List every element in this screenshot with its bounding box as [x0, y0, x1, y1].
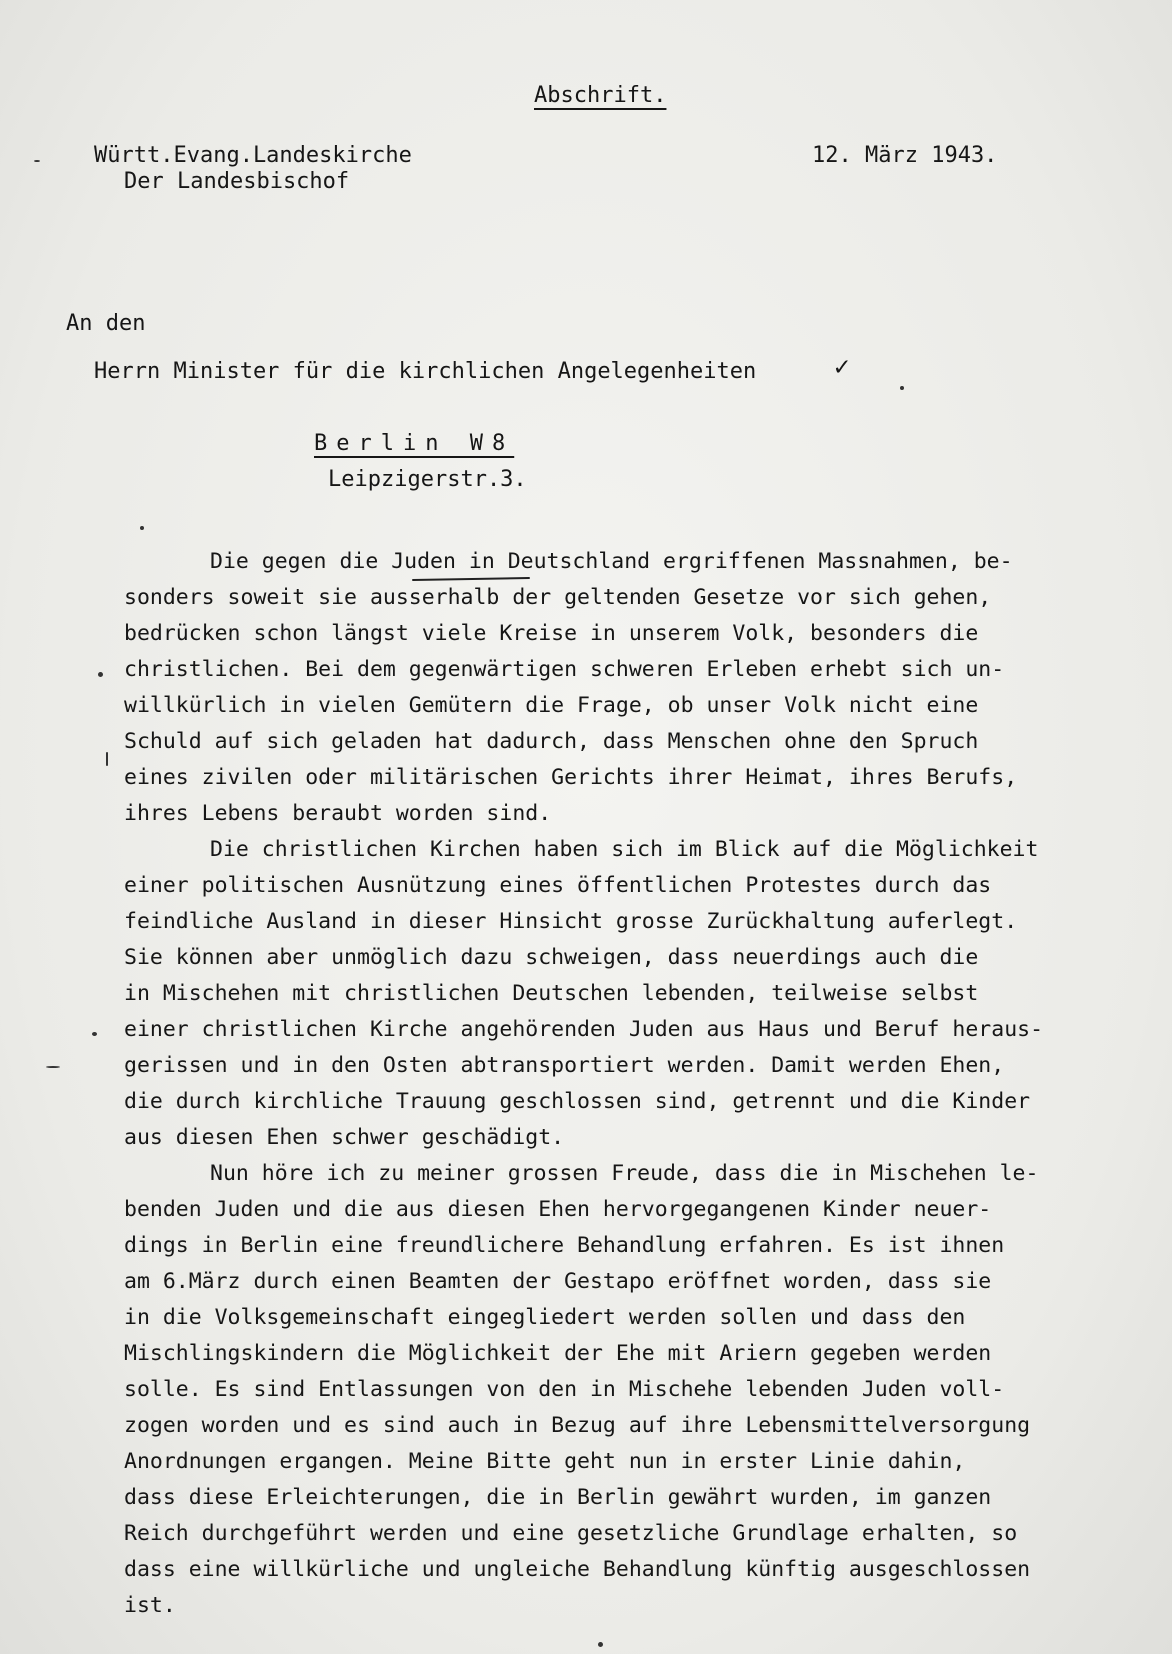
- recipient-street: Leipzigerstr.3.: [328, 467, 527, 492]
- check-mark-icon: ✓: [834, 352, 850, 382]
- body-text-line: Nun höre ich zu meiner grossen Freude, dass die in Mischehen le-: [210, 1161, 1039, 1186]
- recipient-salutation: An den: [66, 311, 146, 336]
- body-text-line: dass eine willkürliche und ungleiche Behandlung künftig ausgeschlossen: [124, 1557, 1031, 1582]
- letter-date: 12. März 1943.: [812, 143, 998, 168]
- body-text-line: Mischlingskindern die Möglichkeit der Ehe mit Ariern gegeben werden: [124, 1341, 992, 1366]
- body-text-line: Die christlichen Kirchen haben sich im Blick auf die Möglichkeit: [210, 837, 1039, 862]
- body-text-line: Die gegen die Juden in Deutschland ergriffenen Massnahmen, be-: [210, 549, 1013, 574]
- body-text-line: sonders soweit sie ausserhalb der geltenden Gesetze vor sich gehen,: [124, 585, 992, 610]
- sender-title: Der Landesbischof: [124, 169, 350, 194]
- body-text-line: Schuld auf sich geladen hat dadurch, dass Menschen ohne den Spruch: [124, 729, 979, 754]
- body-text-line: einer christlichen Kirche angehörenden Juden aus Haus und Beruf heraus-: [124, 1017, 1044, 1042]
- body-text-line: Reich durchgeführt werden und eine gesetzliche Grundlage erhalten, so: [124, 1521, 1018, 1546]
- document-title: Abschrift.: [534, 83, 667, 108]
- scan-speck: [34, 160, 40, 162]
- body-text-line: aus diesen Ehen schwer geschädigt.: [124, 1125, 565, 1150]
- body-text-line: willkürlich in vielen Gemütern die Frage, ob unser Volk nicht eine: [124, 693, 979, 718]
- body-text-line: dass diese Erleichterungen, die in Berlin gewährt wurden, im ganzen: [124, 1485, 992, 1510]
- body-text-line: solle. Es sind Entlassungen von den in Mischehe lebenden Juden voll-: [124, 1377, 1005, 1402]
- sender-organization: Württ.Evang.Landeskirche: [94, 143, 412, 168]
- scan-speck: [598, 1642, 603, 1647]
- scan-speck: [92, 1032, 97, 1036]
- body-text-line: benden Juden und die aus diesen Ehen hervorgegangenen Kinder neuer-: [124, 1197, 992, 1222]
- body-text-line: einer politischen Ausnützung eines öffentlichen Protestes durch das: [124, 873, 992, 898]
- body-text-line: zogen worden und es sind auch in Bezug auf ihre Lebensmittelversorgung: [124, 1413, 1031, 1438]
- scan-speck: [98, 672, 103, 677]
- body-text-line: gerissen und in den Osten abtransportiert werden. Damit werden Ehen,: [124, 1053, 1005, 1078]
- body-text-line: in die Volksgemeinschaft eingegliedert werden sollen und dass den: [124, 1305, 966, 1330]
- body-text-line: christlichen. Bei dem gegenwärtigen schweren Erleben erhebt sich un-: [124, 657, 1005, 682]
- body-text-line: ist.: [124, 1593, 176, 1618]
- body-text-line: die durch kirchliche Trauung geschlossen sind, getrennt und die Kinder: [124, 1089, 1031, 1114]
- body-text-line: dings in Berlin eine freundlichere Behandlung erfahren. Es ist ihnen: [124, 1233, 1005, 1258]
- recipient-city: Berlin W8: [314, 431, 515, 456]
- body-text-line: eines zivilen oder militärischen Gerichts ihrer Heimat, ihres Berufs,: [124, 765, 1018, 790]
- body-text-line: feindliche Ausland in dieser Hinsicht grosse Zurückhaltung auferlegt.: [124, 909, 1018, 934]
- handwritten-underline: [412, 577, 530, 581]
- body-text-line: Sie können aber unmöglich dazu schweigen, dass neuerdings auch die: [124, 945, 979, 970]
- body-text-line: Anordnungen ergangen. Meine Bitte geht nun in erster Linie dahin,: [124, 1449, 966, 1474]
- scan-speck: [106, 752, 108, 766]
- scan-speck: [900, 386, 904, 390]
- body-text-line: am 6.März durch einen Beamten der Gestapo eröffnet worden, dass sie: [124, 1269, 992, 1294]
- scan-speck: [140, 526, 144, 530]
- body-text-line: ihres Lebens beraubt worden sind.: [124, 801, 552, 826]
- body-text-line: bedrücken schon längst viele Kreise in unserem Volk, besonders die: [124, 621, 979, 646]
- scan-speck: [46, 1066, 60, 1068]
- body-text-line: in Mischehen mit christlichen Deutschen lebenden, teilweise selbst: [124, 981, 979, 1006]
- recipient-name: Herrn Minister für die kirchlichen Angelegenheiten: [94, 359, 757, 384]
